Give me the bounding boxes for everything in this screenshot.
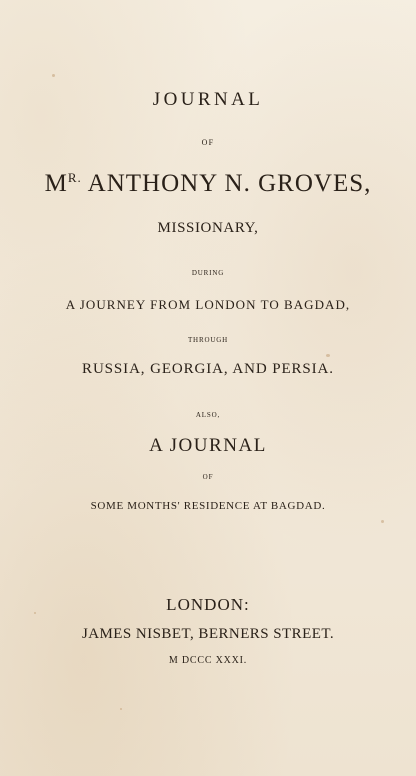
during-connector: DURING bbox=[191, 269, 225, 277]
through-connector: THROUGH bbox=[187, 336, 229, 344]
of-connector-2: OF bbox=[202, 473, 214, 481]
author-line bbox=[0, 171, 416, 196]
author-prefix-superscript: R. bbox=[67, 170, 82, 185]
imprint-year: M DCCC XXXI. bbox=[168, 655, 248, 666]
journal-heading: JOURNAL bbox=[152, 89, 264, 110]
residence-line: SOME MONTHS' RESIDENCE AT BAGDAD. bbox=[90, 500, 326, 512]
author-name: ANTHONY N. GROVES, bbox=[87, 170, 372, 197]
journey-line: A JOURNEY FROM LONDON TO BAGDAD, bbox=[65, 297, 351, 312]
second-journal-heading: A JOURNAL bbox=[149, 435, 267, 456]
author-prefix: M bbox=[44, 170, 68, 197]
foxing-spot bbox=[326, 354, 330, 357]
imprint-publisher: JAMES NISBET, BERNERS STREET. bbox=[81, 626, 335, 642]
foxing-spot bbox=[120, 708, 122, 710]
countries-line: RUSSIA, GEORGIA, AND PERSIA. bbox=[82, 361, 334, 377]
author-role: MISSIONARY, bbox=[157, 220, 259, 236]
also-connector: ALSO, bbox=[195, 411, 221, 419]
imprint-place: LONDON: bbox=[166, 595, 250, 614]
foxing-spot bbox=[381, 520, 384, 523]
foxing-spot bbox=[52, 74, 55, 77]
of-connector: OF bbox=[201, 138, 215, 147]
